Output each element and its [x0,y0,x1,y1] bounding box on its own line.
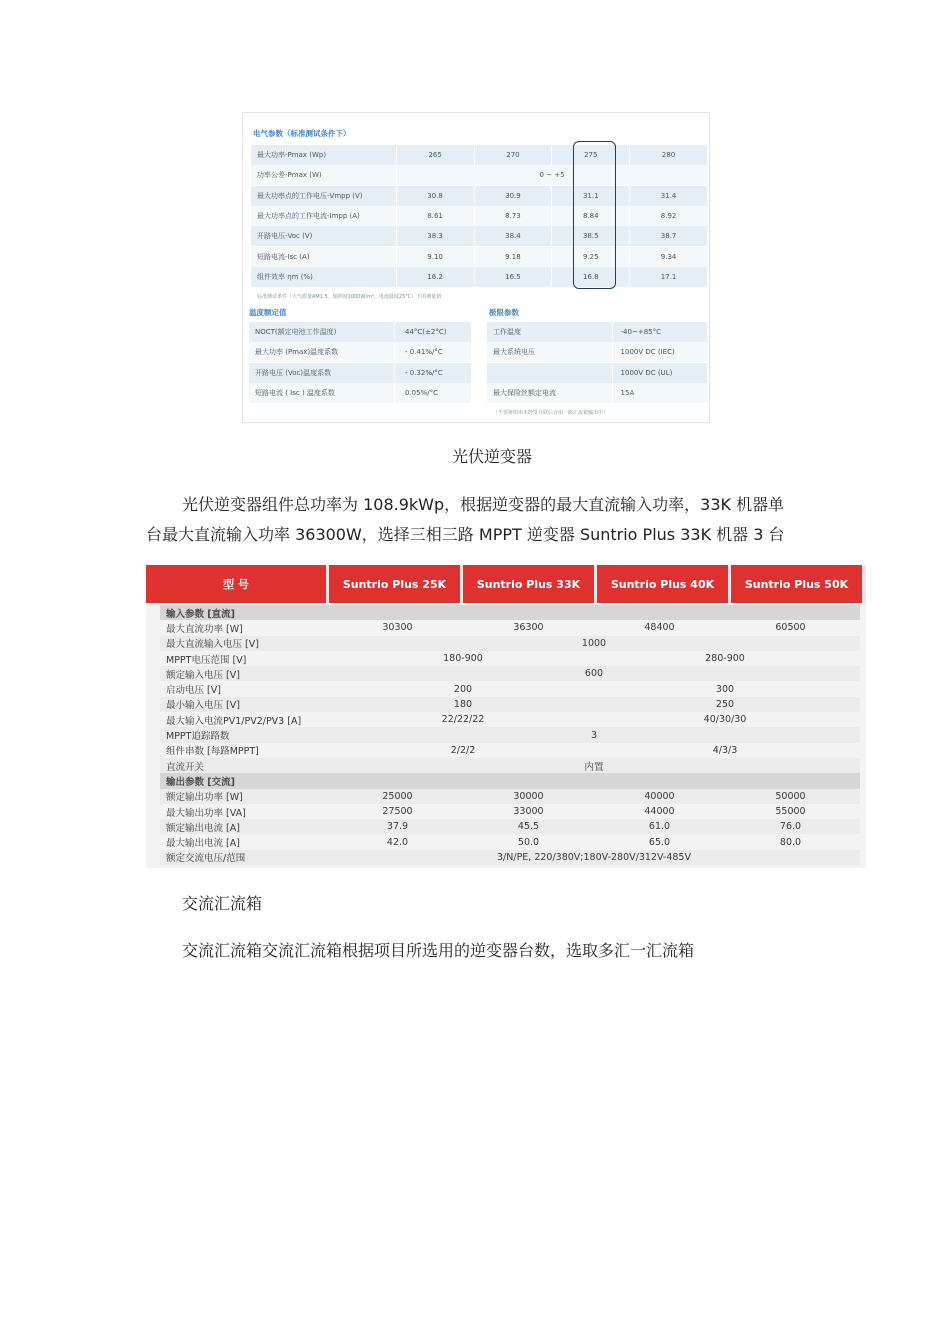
limit-row-label [487,363,612,383]
row-label: 最大输出功率 [VA] [166,807,246,819]
electrical-row-value: 8.84 [551,206,629,226]
electrical-row-value: 30.9 [474,186,552,206]
table-row [160,743,860,758]
table-cell: 42.0 [386,836,409,848]
table-cell: 180 [453,698,473,710]
table-cell: 27500 [382,806,413,818]
header-model-50k: Suntrio Plus 50K [731,565,862,603]
paragraph-ac-combiner: 交流汇流箱交流汇流箱根据项目所选用的逆变器台数，选取多汇一汇流箱 [182,941,695,960]
table-cell: 48400 [644,622,675,634]
temperature-row-label: 短路电流 ( Isc ) 温度系数 [255,388,335,397]
section-label: 输出参数 [交流] [166,776,235,788]
limit-row-value: -40~+85°C [612,322,707,342]
table-cell: 600 [584,668,604,680]
electrical-row-value: 38.7 [629,226,707,246]
table-row [160,712,860,727]
table-cell: 40/30/30 [703,714,747,726]
limit-params-title: 极限参数 [489,308,519,317]
table-row [160,682,860,697]
module-spec-image [242,112,710,423]
electrical-row [251,145,707,165]
row-label: 最大直流输入电压 [V] [166,639,259,651]
limit-row-label: 工作温度 [493,328,521,336]
temperature-row [249,383,471,403]
limit-row-label: 最大保险丝额定电流 [493,388,556,397]
electrical-row-value: 8.61 [396,206,474,226]
table-row [160,789,860,804]
row-label: MPPT追踪路数 [166,731,230,743]
table-cell: 61.0 [648,821,671,833]
section-row [160,773,860,788]
table-cell: 3/N/PE, 220/380V;180V-280V/312V-485V [497,851,691,863]
electrical-row-value: 16.5 [474,267,552,287]
electrical-row-value: 9.25 [551,247,629,267]
paragraph-line-2: 台最大直流输入功率 36300W，选择三相三路 MPPT 逆变器 Suntrio Plus 33K 机器 3 台 [146,525,785,544]
stc-note: 标准测试条件（大气质量AM1.5，辐照度1000W/m²，电池温度25°C）下的测量值 [257,294,442,300]
temperature-ratings-title: 温度额定值 [249,308,287,317]
section-row [160,605,860,620]
table-cell: 180-900 [443,653,483,665]
electrical-row-value: 38.4 [474,226,552,246]
row-label: 额定交流电压/范围 [166,853,246,865]
electrical-row-value: 31.1 [551,186,629,206]
table-row [160,651,860,666]
row-label: 启动电压 [V] [166,685,221,697]
table-cell: 76.0 [779,821,802,833]
table-row [160,835,860,850]
electrical-row [251,226,707,246]
limit-row [487,342,707,362]
limit-row-value: 15A [612,383,707,403]
table-cell: 2/2/2 [450,744,476,756]
table-row [160,697,860,712]
table-row [160,758,860,773]
row-label: 直流开关 [166,761,205,773]
row-label: MPPT电压范围 [V] [166,654,247,666]
header-model-40k: Suntrio Plus 40K [597,565,728,603]
caption-inverter: 光伏逆变器 [452,447,533,466]
temperature-row-value: - 0.41%/°C [394,342,469,362]
electrical-row [251,186,707,206]
table-cell: 22/22/22 [441,714,485,726]
electrical-row-value: 38.5 [551,226,629,246]
electrical-params-title: 电气参数（标准测试条件下） [253,129,351,138]
table-row [160,620,860,635]
table-cell: 80.0 [779,836,802,848]
table-cell: 33000 [513,806,544,818]
temperature-row-value: 0.05%/°C [394,383,469,403]
limit-row [487,322,707,342]
limit-row-label: 最大系统电压 [493,348,535,357]
electrical-row-value: 17.1 [629,267,707,287]
temperature-row-label: 开路电压 (Voc)温度系数 [255,368,332,377]
electrical-row-label: 开路电压-Voc (V) [257,232,313,241]
electrical-row-label: 最大功率点的工作电压-Vmpp (V) [257,191,363,200]
table-cell: 200 [453,683,473,695]
electrical-row [251,206,707,226]
table-cell: 3 [590,729,598,741]
temperature-row [249,342,471,362]
caption-ac-combiner: 交流汇流箱 [182,894,263,913]
electrical-row-value: 31.4 [629,186,707,206]
row-label: 最大直流功率 [W] [166,623,243,635]
temperature-row-value: 44°C(±2°C) [394,322,469,342]
inverter-spec-image [146,565,866,868]
row-label: 最大输出电流 [A] [166,838,240,850]
table-cell: 45.5 [517,821,540,833]
row-label: 额定输入电压 [V] [166,669,240,681]
table-cell: 25000 [382,790,413,802]
row-label: 最小输入电压 [V] [166,700,240,712]
electrical-row-value: 9.10 [396,247,474,267]
table-cell: 55000 [775,806,806,818]
electrical-row-value: 30.8 [396,186,474,206]
electrical-row-value: 280 [629,145,707,165]
temperature-row-label: 最大功率 (Pmax)温度系数 [255,348,339,357]
temperature-row [249,322,471,342]
table-cell: 65.0 [648,836,671,848]
electrical-row-label: 功率公差-Pmax (W) [257,171,322,180]
row-label: 额定输出功率 [W] [166,792,243,804]
highlight-275w-column [573,141,616,289]
electrical-row-label: 短路电流-Isc (A) [257,252,310,261]
table-cell: 50.0 [517,836,540,848]
electrical-row [251,165,707,185]
limit-row-value: 1000V DC (IEC) [612,342,707,362]
table-cell: 250 [715,698,735,710]
table-cell: 30000 [513,790,544,802]
limit-row-value: 1000V DC (UL) [612,363,707,383]
table-row [160,804,860,819]
electrical-row-value: 9.34 [629,247,707,267]
limit-note: （不要将组串未经受并联后合用一路汇流箱输出中） [493,410,609,416]
electrical-row-label: 最大功率-Pmax (Wp) [257,151,327,159]
table-cell: 30300 [382,622,413,634]
table-cell: 280-900 [705,653,745,665]
temperature-row-value: - 0.32%/°C [394,363,469,383]
section-label: 输入参数 [直流] [166,608,235,620]
electrical-row-value: 275 [551,145,629,165]
inverter-table-header [146,565,866,603]
electrical-row-value: 8.73 [474,206,552,226]
electrical-row [251,247,707,267]
row-label: 额定输出电流 [A] [166,822,240,834]
electrical-row-value: 16.2 [396,267,474,287]
electrical-row-value: 270 [474,145,552,165]
table-cell: 50000 [775,790,806,802]
limit-row [487,363,707,383]
electrical-row-value: 265 [396,145,474,165]
table-cell: 37.9 [386,821,409,833]
header-model-label: 型 号 [146,565,326,603]
table-row [160,636,860,651]
table-cell: 40000 [644,790,675,802]
table-row [160,850,860,865]
row-label: 最大输入电流PV1/PV2/PV3 [A] [166,715,302,727]
header-model-33k: Suntrio Plus 33K [463,565,594,603]
table-row [160,727,860,742]
temperature-row-label: NOCT(额定电池工作温度) [255,328,337,336]
table-cell: 300 [715,683,735,695]
electrical-row-value: 0 ~ +5 [396,165,707,185]
row-label: 组件串数 [每路MPPT] [166,746,259,758]
table-cell: 内置 [584,761,604,773]
electrical-row-value: 9.18 [474,247,552,267]
limit-row [487,383,707,403]
electrical-row-value: 16.8 [551,267,629,287]
temperature-row [249,363,471,383]
paragraph-line-1: 光伏逆变器组件总功率为 108.9kWp，根据逆变器的最大直流输入功率，33K 机器单 [182,495,785,514]
electrical-row-value: 38.3 [396,226,474,246]
electrical-row-value: 8.92 [629,206,707,226]
electrical-row-label: 组件效率 ηm (%) [257,272,313,281]
electrical-row [251,267,707,287]
table-cell: 60500 [775,622,806,634]
table-cell: 36300 [513,622,544,634]
table-row [160,819,860,834]
electrical-row-label: 最大功率点的工作电流-Impp (A) [257,211,360,220]
table-cell: 4/3/3 [712,744,738,756]
table-cell: 44000 [644,806,675,818]
header-model-25k: Suntrio Plus 25K [329,565,460,603]
table-cell: 1000 [581,637,607,649]
table-row [160,666,860,681]
